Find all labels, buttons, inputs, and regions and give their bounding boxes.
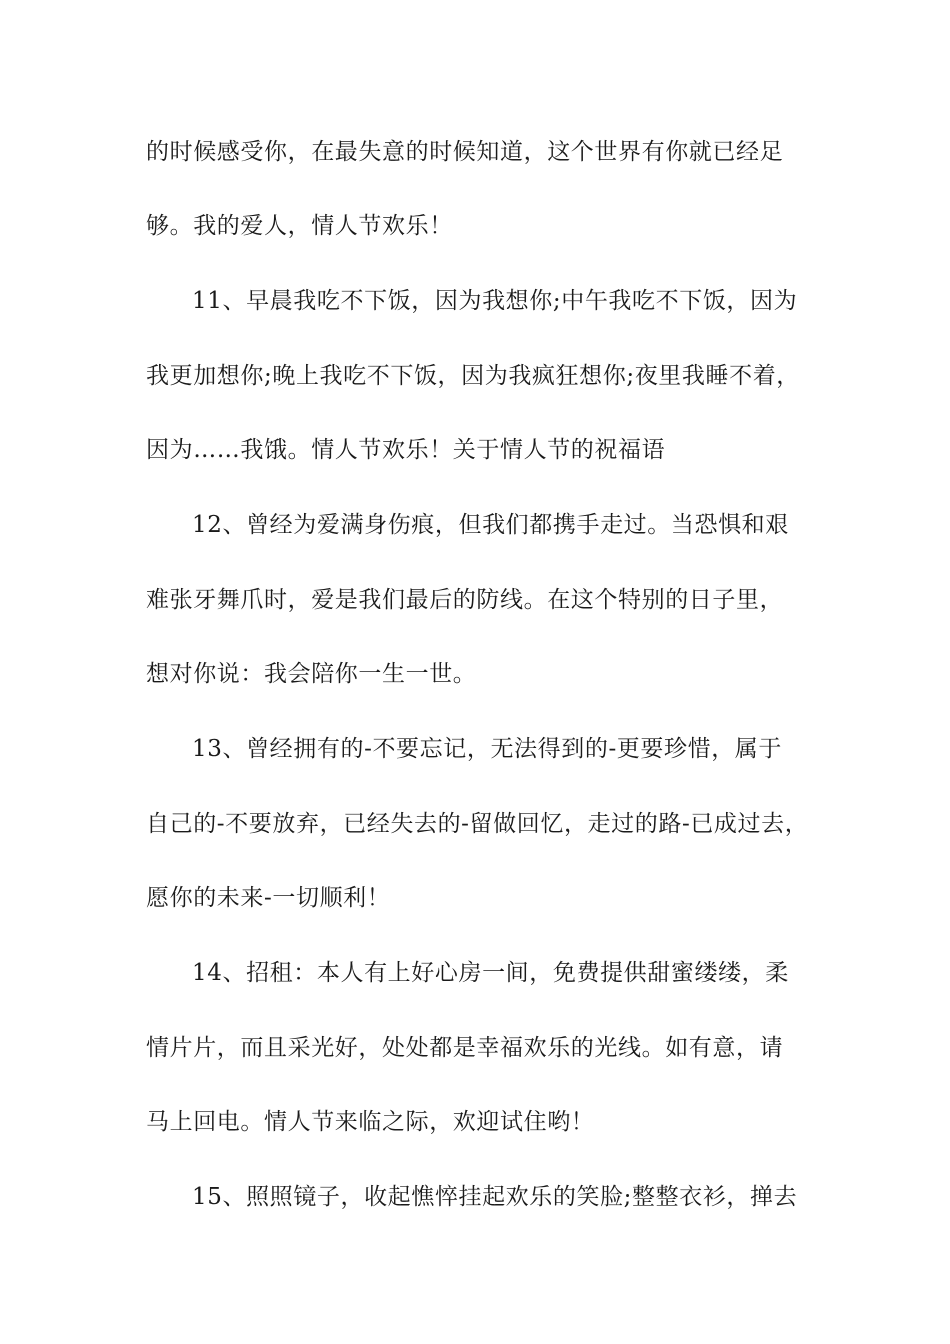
text-line-2: 够。我的爱人，情人节欢乐！ <box>146 213 453 239</box>
paragraph-15-line-1: 15、照照镜子，收起憔悴挂起欢乐的笑脸;整整衣衫，掸去 <box>192 1184 798 1210</box>
paragraph-13-line-2: 自己的-不要放弃，已经失去的-留做回忆，走过的路-已成过去， <box>146 811 809 837</box>
paragraph-12-line-1: 12、曾经为爱满身伤痕，但我们都携手走过。当恐惧和艰 <box>192 512 789 538</box>
paragraph-12-line-2: 难张牙舞爪时，爱是我们最后的防线。在这个特别的日子里， <box>146 587 784 613</box>
paragraph-14-line-2: 情片片，而且采光好，处处都是幸福欢乐的光线。如有意，请 <box>146 1035 784 1061</box>
paragraph-14-line-1: 14、招租：本人有上好心房一间，免费提供甜蜜缕缕，柔 <box>192 960 789 986</box>
paragraph-11-line-3: 因为……我饿。情人节欢乐！关于情人节的祝福语 <box>146 437 666 463</box>
paragraph-12-line-3: 想对你说：我会陪你一生一世。 <box>146 661 477 687</box>
paragraph-11-line-1: 11、早晨我吃不下饭，因为我想你;中午我吃不下饭，因为 <box>192 288 798 314</box>
text-line-1: 的时候感受你，在最失意的时候知道，这个世界有你就已经足 <box>146 139 784 165</box>
paragraph-13-line-3: 愿你的未来-一切顺利！ <box>146 885 391 911</box>
paragraph-11-line-2: 我更加想你;晚上我吃不下饭，因为我疯狂想你;夜里我睡不着， <box>146 363 800 389</box>
paragraph-13-line-1: 13、曾经拥有的-不要忘记，无法得到的-更要珍惜，属于 <box>192 736 783 762</box>
paragraph-14-line-3: 马上回电。情人节来临之际，欢迎试住哟！ <box>146 1109 595 1135</box>
